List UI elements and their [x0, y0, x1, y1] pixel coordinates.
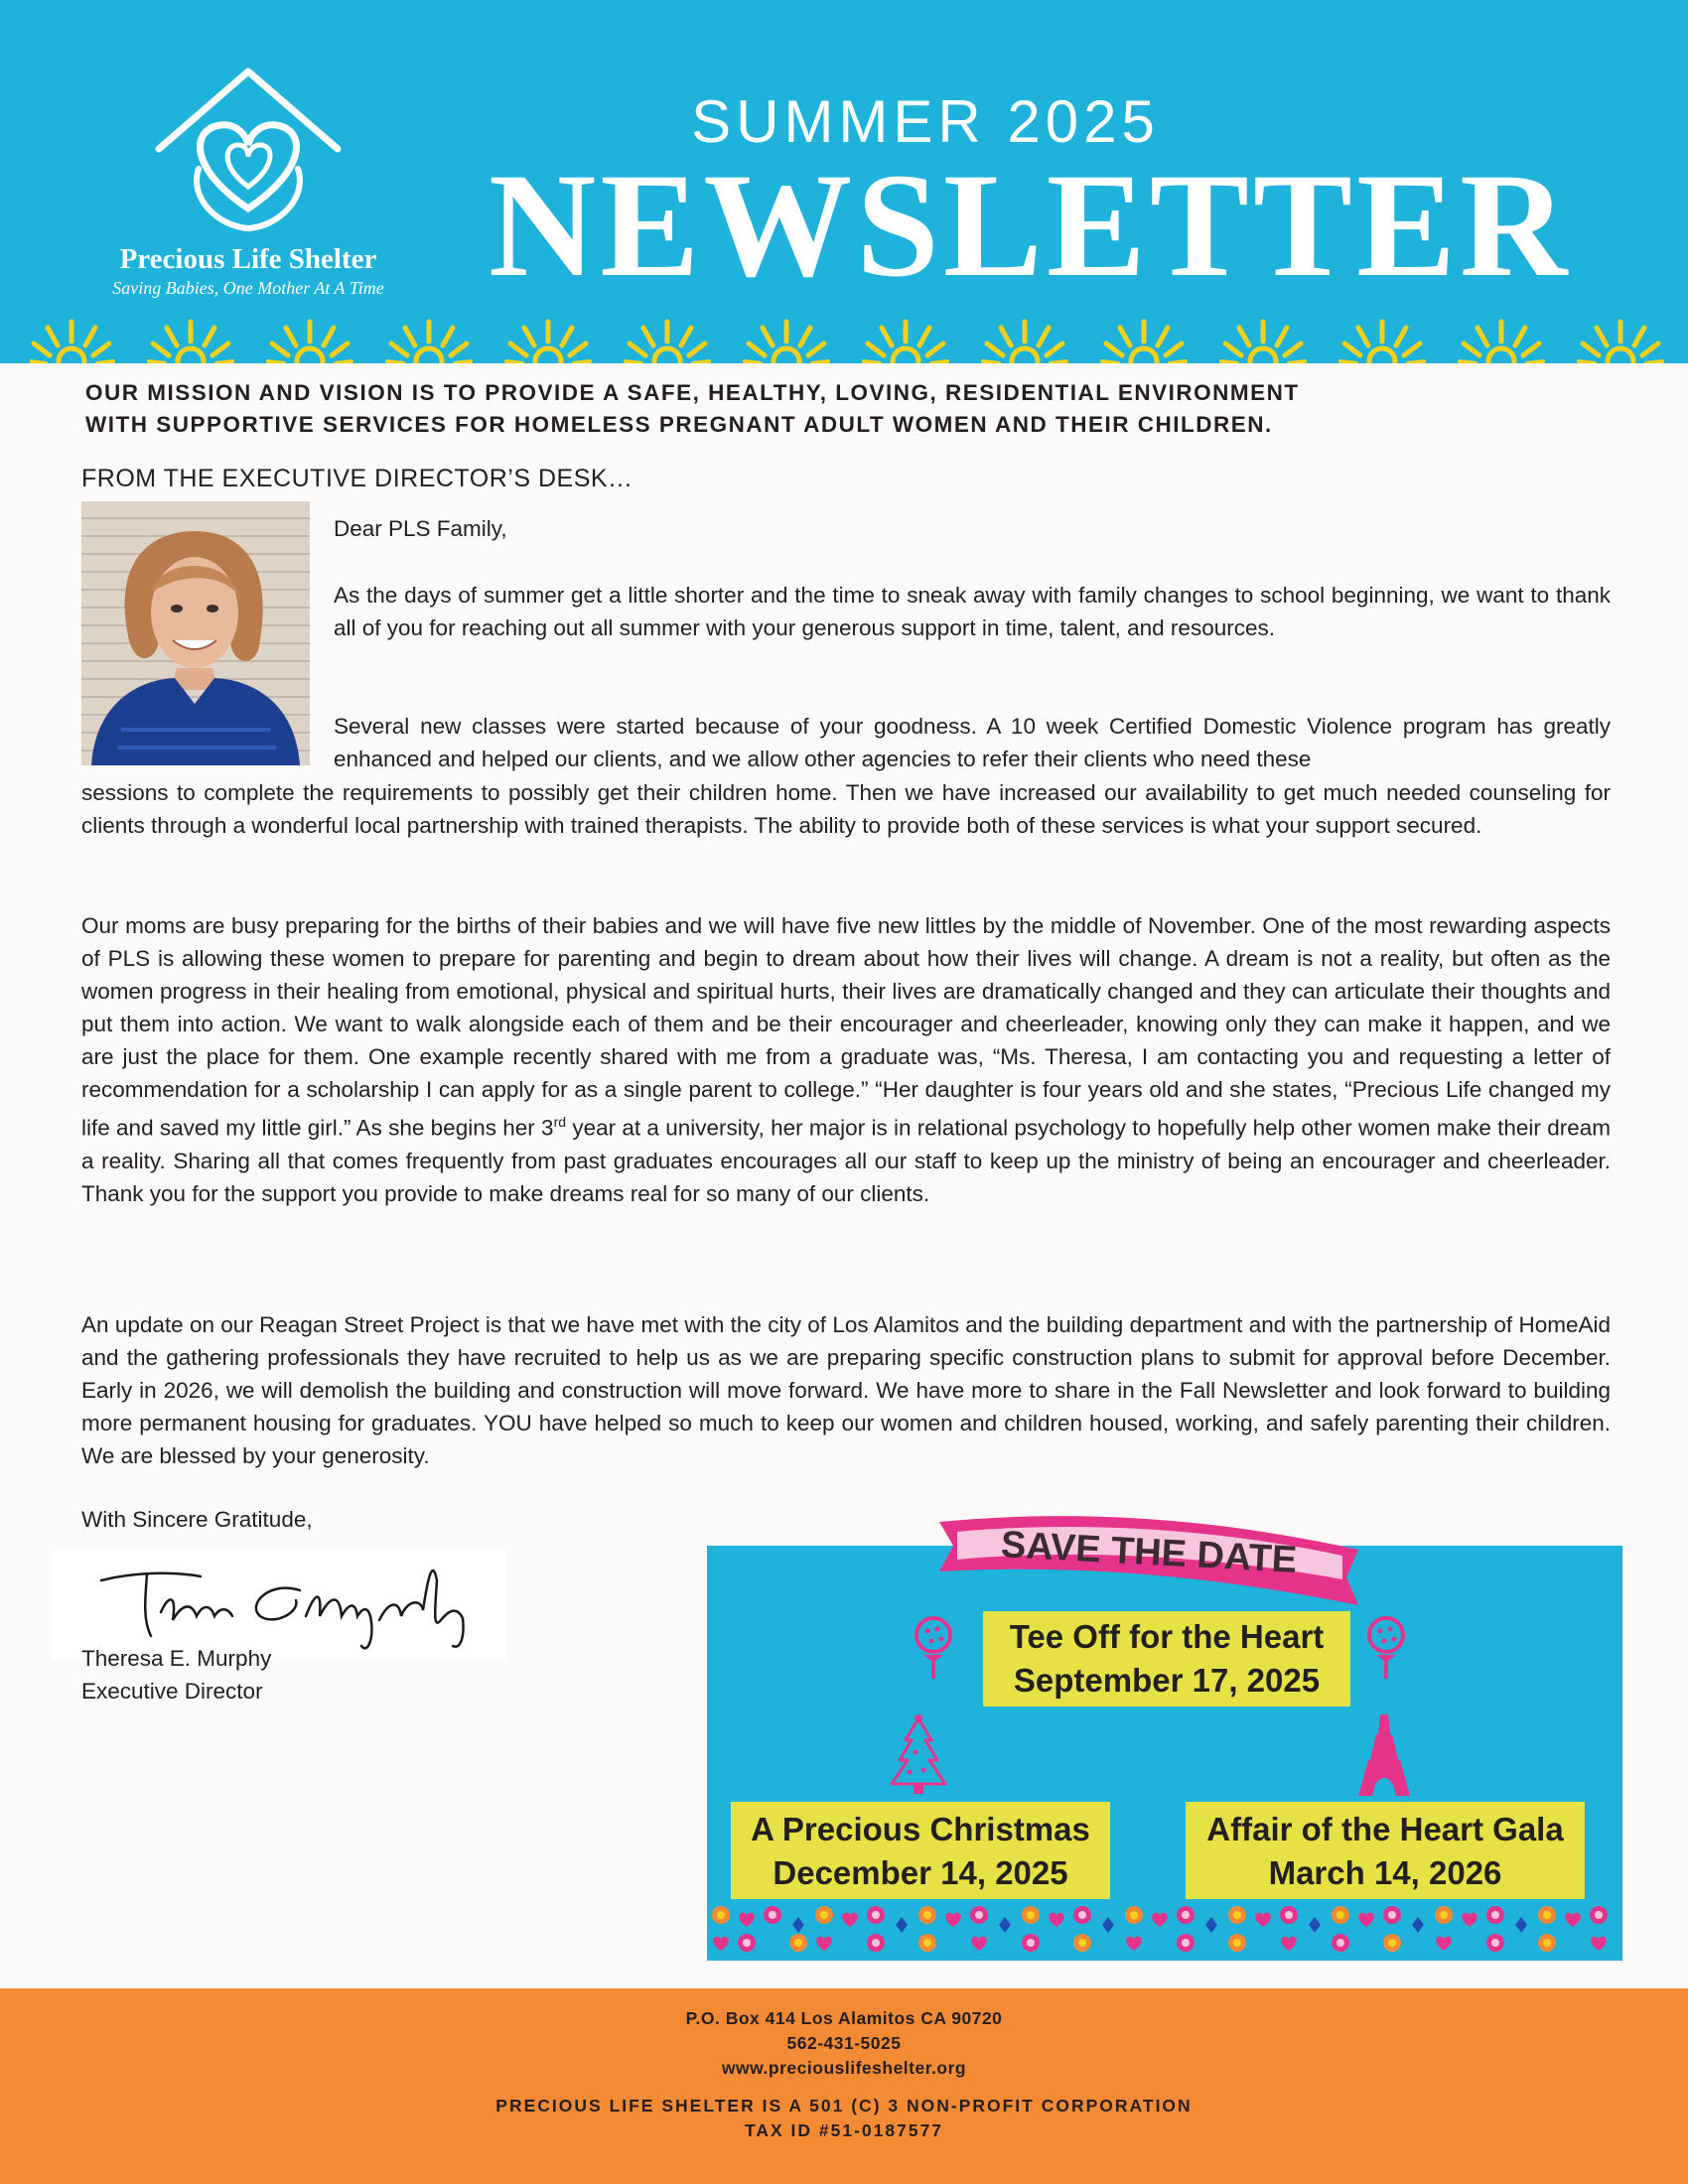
eiffel-tower-icon [1354, 1701, 1414, 1800]
save-the-date-banner: SAVE THE DATE [999, 1524, 1299, 1581]
signer-title: Executive Director [81, 1679, 263, 1704]
letter-paragraph-2-end: sessions to complete the requirements to possibly get their children home. Then we have increased our availability to get much needed counseling for clients through a wonderful local partnership with trained therapists. The ability to provide both of these services is what your support secured. [81, 780, 1611, 838]
ordinal-suffix: rd [553, 1114, 567, 1130]
save-the-date-panel [707, 1524, 1622, 1961]
event-name: A Precious Christmas [751, 1811, 1090, 1847]
event-name: Tee Off for the Heart [1009, 1618, 1325, 1655]
mission-statement [85, 377, 1634, 441]
golf-ball-icon [914, 1615, 953, 1685]
org-tagline: Saving Babies, One Mother At A Time [112, 278, 384, 298]
paragraph-3-text: Our moms are busy preparing for the births of their babies and we will have five new littles by the middle of November. One of the most rewarding aspects of PLS is allowing these women to prepare for parenting and begin to dream about how their lives will change. A dream is not a reality, but often as the women progress in their healing from emotional, physical and spiritual hurts, their lives are dramatically changed and they can articulate their thoughts and put them into action. We want to walk alongside each of them and be their encourager and cheerleader, knowing only they can make it happen, and we are just the place for them. One example recently shared with me from a graduate was, “Ms. Theresa, I am contacting you and requesting a letter of recommendation for a scholarship I can apply for as a single parent to college.” “Her daughter is four years old and she states, “Precious Life changed my life and saved my little girl.” As she begins her 3 [81, 913, 1611, 1141]
event-date: September 17, 2025 [1013, 1662, 1321, 1699]
newsletter-header [0, 0, 1688, 363]
event-precious-christmas [731, 1802, 1110, 1899]
newsletter-footer [0, 1988, 1688, 2184]
org-name: Precious Life Shelter [119, 243, 377, 275]
phone-number: 562-431-5025 [786, 2033, 902, 2053]
mission-line-2: WITH SUPPORTIVE SERVICES FOR HOMELESS PREGNANT ADULT WOMEN AND THEIR CHILDREN. [85, 412, 1273, 437]
signer-name: Theresa E. Murphy [81, 1646, 272, 1671]
website-link[interactable]: www.preciouslifeshelter.org [721, 2058, 967, 2078]
christmas-tree-icon [886, 1712, 951, 1796]
event-affair-of-the-heart-gala [1186, 1802, 1585, 1899]
org-logo [70, 60, 427, 303]
paragraph-3-text-cont: year at a university, her major is in relational psychology to hopefully help other women make their dream a reality. Sharing all that comes frequently from past graduates encourages all our staff to keep up the ministry of being an encourager and cheerleader. Thank you for the support you provide to make dreams real for so many of our clients. [81, 1115, 1611, 1206]
decorative-flower-border [707, 1899, 1622, 1961]
legal-block [0, 2094, 1688, 2143]
sun-border [30, 314, 1688, 363]
mailing-address: P.O. Box 414 Los Alamitos CA 90720 [685, 2008, 1003, 2028]
director-photo [81, 501, 310, 765]
contact-block [0, 2006, 1688, 2081]
tax-id: TAX ID #51-0187577 [744, 2120, 944, 2140]
event-date: December 14, 2025 [773, 1854, 1068, 1891]
mission-line-1: OUR MISSION AND VISION IS TO PROVIDE A SAFE, HEALTHY, LOVING, RESIDENTIAL ENVIRONMENT [85, 380, 1300, 405]
newsletter-masthead: NEWSLETTER [489, 143, 1572, 308]
section-title: FROM THE EXECUTIVE DIRECTOR’S DESK… [81, 465, 633, 492]
nonprofit-statement: PRECIOUS LIFE SHELTER IS A 501 (C) 3 NON-PROFIT CORPORATION [495, 2096, 1193, 2116]
letter-paragraph-3 [81, 909, 1611, 1210]
letter-paragraph-2-start: Several new classes were started because of your goodness. A 10 week Certified Domestic Violence program has greatly enhanced and helped our clients, and we allow other agencies to refer their clients who need these [334, 714, 1611, 771]
newsletter-season: SUMMER 2025 [691, 88, 1160, 155]
house-heart-icon [129, 60, 367, 238]
event-date: March 14, 2026 [1268, 1854, 1502, 1891]
event-name: Affair of the Heart Gala [1206, 1811, 1564, 1847]
letter-paragraph-4: An update on our Reagan Street Project is that we have met with the city of Los Alamitos and the building department and with the partnership of HomeAid and the gathering professionals they have recruited to help us as we are preparing specific construction plans to submit for approval before December. Early in 2026, we will demolish the building and construction will move forward. We have more to share in the Fall Newsletter and look forward to building more permanent housing for graduates. YOU have helped so much to keep our women and children housed, working, and safely parenting their children. We are blessed by your generosity. [81, 1312, 1611, 1468]
letter-closing: With Sincere Gratitude, [81, 1507, 313, 1532]
signer-block [81, 1642, 271, 1707]
letter-paragraph-1: As the days of summer get a little shorter and the time to sneak away with family changes to school beginning, we want to thank all of you for reaching out all summer with your generous support in time, talent, and resources. [334, 583, 1611, 640]
letter-greeting: Dear PLS Family, [334, 516, 507, 541]
golf-ball-icon-right [1366, 1615, 1406, 1685]
event-tee-off [983, 1611, 1350, 1706]
